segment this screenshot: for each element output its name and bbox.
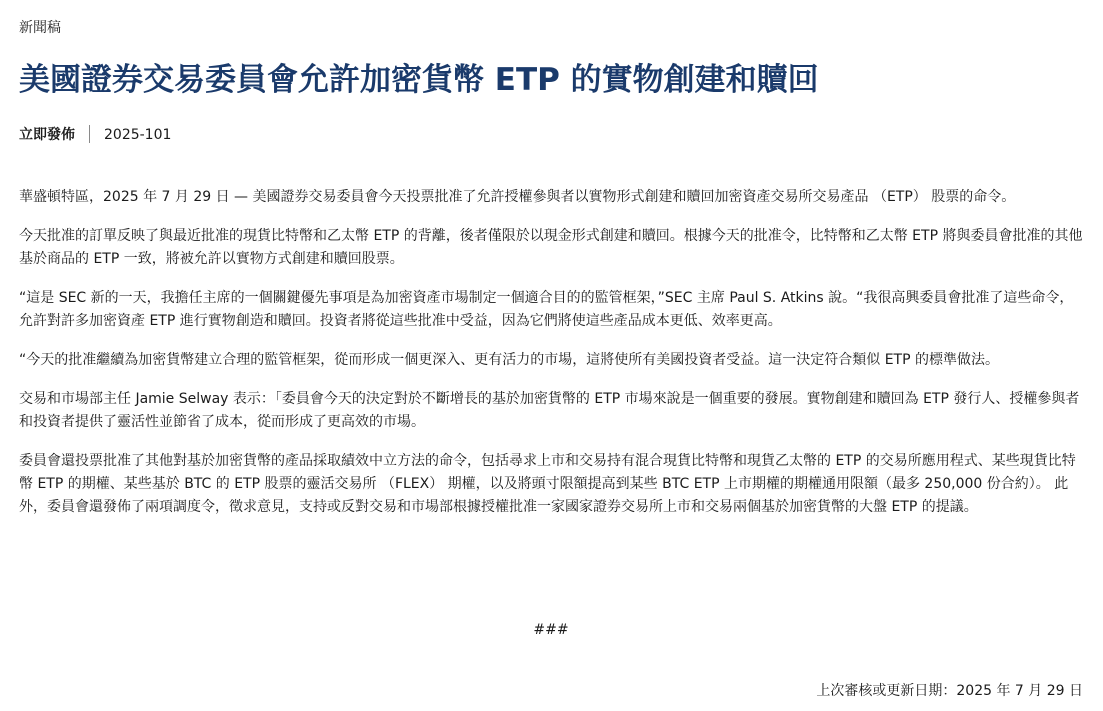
page-title: 美國證券交易委員會允許加密貨幣 ETP 的實物創建和贖回 bbox=[19, 62, 819, 98]
paragraph: 委員會還投票批准了其他對基於加密貨幣的產品採取績效中立方法的命令，包括尋求上市和交易持有混合現貨比特幣和現貨乙太幣的 ETP 的交易所應用程式、某些現貨比特幣 ETP 的期權、某些基於 BTC 的 ETP 股票的靈活交易所 （FLEX） 期權，以及將頭寸限額提高到某些 BTC ETP 上市期權的期權通用限額（最多 250,000 份合約）。 此外，委員會還發佈了兩項調度令，徵求意見，支持或反對交易和市場部根據授權批准一家國家證券交易所上市和交易兩個基於加密貨幣的大盤 ETP 的提議。 bbox=[19, 453, 1076, 515]
paragraph: “這是 SEC 新的一天，我擔任主席的一個關鍵優先事項是為加密資產市場制定一個適合目的的監管框架，”SEC 主席 Paul S. Atkins 說。“我很高興委員會批准了這些命令，允許對許多加密資產 ETP 進行實物創造和贖回。投資者將從這些批准中受益，因為它們將使這些產品成本更低、效率更高。 bbox=[19, 290, 1074, 329]
end-mark: ### bbox=[533, 622, 569, 638]
release-type: 立即發佈 bbox=[19, 127, 75, 143]
paragraph: 今天批准的訂單反映了與最近批准的現貨比特幣和乙太幣 ETP 的背離，後者僅限於以現金形式創建和贖回。根據今天的批准令，比特幣和乙太幣 ETP 將與委員會批准的其他基於商品的 ETP 一致，將被允許以實物方式創建和贖回股票。 bbox=[19, 228, 1083, 267]
release-meta bbox=[19, 125, 171, 145]
meta-divider bbox=[89, 125, 90, 143]
last-updated: 上次審核或更新日期：2025 年 7 月 29 日 bbox=[816, 683, 1083, 699]
release-number: 2025-101 bbox=[104, 127, 172, 143]
document-type-label: 新聞稿 bbox=[19, 20, 61, 36]
paragraph: 交易和市場部主任 Jamie Selway 表示：「委員會今天的決定對於不斷增長的基於加密貨幣的 ETP 市場來說是一個重要的發展。實物創建和贖回為 ETP 發行人、授權參與者和投資者提供了靈活性並節省了成本，從而形成了更高效的市場。 bbox=[19, 391, 1080, 430]
paragraph: 華盛頓特區，2025 年 7 月 29 日 — 美國證券交易委員會今天投票批准了允許授權參與者以實物形式創建和贖回加密資產交易所交易產品 （ETP） 股票的命令。 bbox=[19, 189, 1016, 205]
article-body bbox=[19, 186, 1083, 535]
paragraph: “今天的批准繼續為加密貨幣建立合理的監管框架，從而形成一個更深入、更有活力的市場，這將使所有美國投資者受益。這一決定符合類似 ETP 的標準做法。 bbox=[19, 352, 999, 368]
